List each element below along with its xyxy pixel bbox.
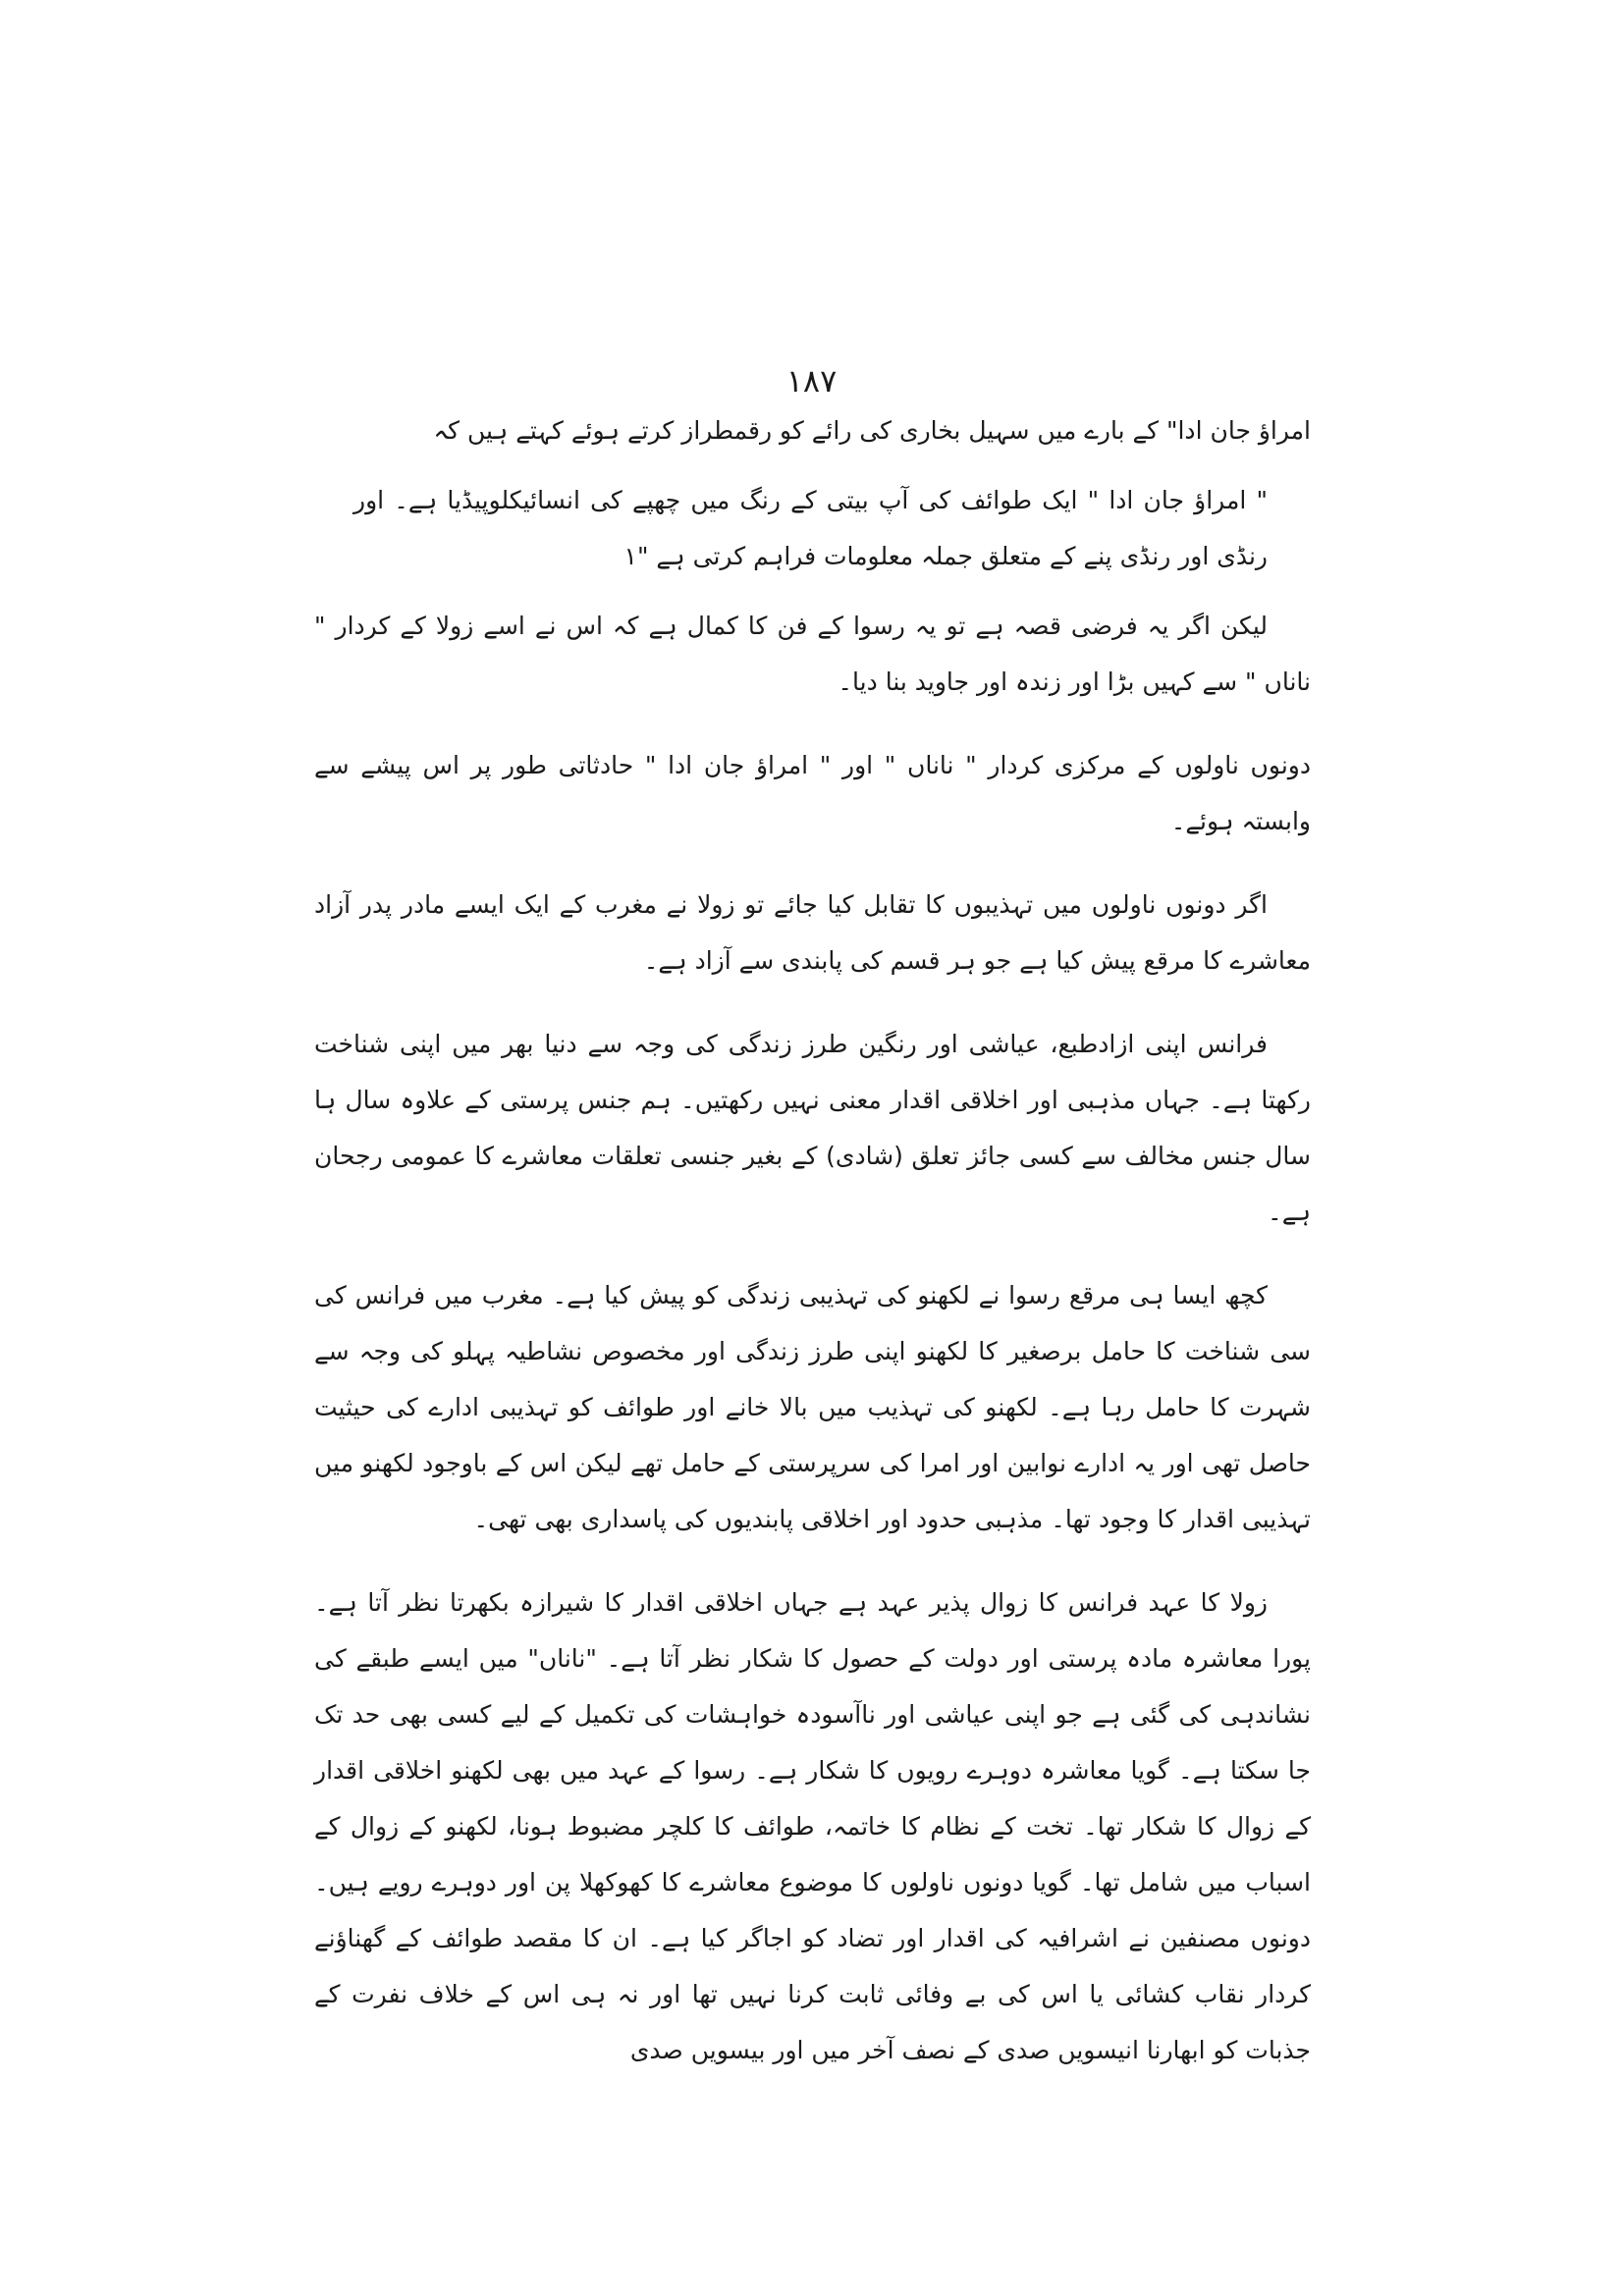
paragraph: دونوں ناولوں کے مرکزی کردار " ناناں " اور " امراؤ جان ادا " حادثاتی طور پر اس پیشے سے وابستہ ہوئے۔ bbox=[314, 751, 1311, 835]
block-quote: " امراؤ جان ادا " ایک طوائف کی آپ بیتی کے رنگ میں چھپے کی انسائیکلوپیڈیا ہے۔ اور رنڈی اور رنڈی پنے کے متعلق جملہ معلومات فراہم کرتی ہے "۱ bbox=[353, 486, 1268, 570]
paragraph: زولا کا عہد فرانس کا زوال پذیر عہد ہے جہاں اخلاقی اقدار کا شیرازہ بکھرتا نظر آتا ہے۔ پورا معاشرہ مادہ پرستی اور دولت کے حصول کا شکار نظر آتا ہے۔ "ناناں" میں ایسے طبقے کی نشاندہی کی گئی ہے جو اپنی عیاشی اور ناآسودہ خواہشات کی تکمیل کے لیے کسی بھی حد تک جا سکتا ہے۔ گویا معاشرہ دوہرے رویوں کا شکار ہے۔ رسوا کے عہد میں بھی لکھنو اخلاقی اقدار کے زوال کا شکار تھا۔ تخت کے نظام کا خاتمہ، طوائف کا کلچر مضبوط ہونا، لکھنو کے زوال کے اسباب میں شامل تھا۔ گویا دونوں ناولوں کا موضوع معاشرے کا کھوکھلا پن اور دوہرے رویے ہیں۔ دونوں مصنفین نے اشرافیہ کی اقدار اور تضاد کو اجاگر کیا ہے۔ ان کا مقصد طوائف کے گھناؤنے کردار نقاب کشائی یا اس کی بے وفائی ثابت کرنا نہیں تھا اور نہ ہی اس کے خلاف نفرت کے جذبات کو ابھارنا انیسویں صدی کے نصف آخر میں اور بیسویں صدی bbox=[314, 1588, 1311, 2064]
page-number: ۱۸۷ bbox=[785, 362, 838, 400]
body-text bbox=[314, 402, 1311, 2106]
paragraph-intro: امراؤ جان ادا" کے بارے میں سہیل بخاری کی رائے کو رقمطراز کرتے ہوئے کہتے ہیں کہ bbox=[433, 416, 1311, 445]
paragraph: لیکن اگر یہ فرضی قصہ ہے تو یہ رسوا کے فن کا کمال ہے کہ اس نے اسے زولا کے کردار " ناناں " سے کہیں بڑا اور زندہ اور جاوید بنا دیا۔ bbox=[314, 612, 1311, 696]
paragraph: اگر دونوں ناولوں میں تہذیبوں کا تقابل کیا جائے تو زولا نے مغرب کے ایک ایسے مادر پدر آزاد معاشرے کا مرقع پیش کیا ہے جو ہر قسم کی پابندی سے آزاد ہے۔ bbox=[314, 890, 1311, 975]
paragraph: کچھ ایسا ہی مرقع رسوا نے لکھنو کی تہذیبی زندگی کو پیش کیا ہے۔ مغرب میں فرانس کی سی شناخت کا حامل برصغیر کا لکھنو اپنی طرز زندگی اور مخصوص نشاطیہ پہلو کی وجہ سے شہرت کا حامل رہا ہے۔ لکھنو کی تہذیب میں بالا خانے اور طوائف کو تہذیبی ادارے کی حیثیت حاصل تھی اور یہ ادارے نوابین اور امرا کی سرپرستی کے حامل تھے لیکن اس کے باوجود لکھنو میں تہذیبی اقدار کا وجود تھا۔ مذہبی حدود اور اخلاقی پابندیوں کی پاسداری بھی تھی۔ bbox=[314, 1281, 1311, 1533]
paragraph: فرانس اپنی ازادطبع، عیاشی اور رنگین طرز زندگی کی وجہ سے دنیا بھر میں اپنی شناخت رکھتا ہے۔ جہاں مذہبی اور اخلاقی اقدار معنی نہیں رکھتیں۔ ہم جنس پرستی کے علاوہ سال ہا سال جنس مخالف سے کسی جائز تعلق (شادی) کے بغیر جنسی تعلقات معاشرے کا عمومی رجحان ہے۔ bbox=[314, 1030, 1311, 1226]
